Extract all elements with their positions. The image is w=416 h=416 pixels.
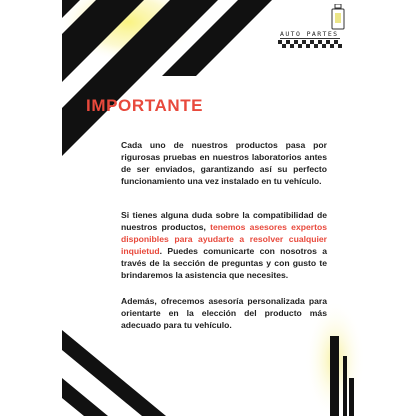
paragraph-testing: Cada uno de nuestros productos pasa por rigurosas pruebas en nuestros laboratorios antes de ser enviados, garantizando así su perfecto funcionamiento una vez instalado en tu vehículo. — [121, 140, 327, 186]
brand-logo — [278, 4, 350, 44]
bar-bottom-right-3 — [349, 378, 354, 416]
stripe-bottom-1 — [62, 378, 108, 416]
bar-bottom-right-1 — [330, 336, 339, 416]
bottle-icon — [330, 4, 346, 30]
paragraph-compatibility-part-2: . Puedes comunicarte con nosotros a través de la sección de preguntas y con gusto te brindaremos la asistencia que necesites. — [121, 246, 327, 280]
paragraph-compatibility-highlight: tenemos asesores expertos disponibles para ayudarte a resolver cualquier inquietud — [121, 222, 327, 256]
bar-bottom-right-2 — [343, 356, 347, 416]
document-title: IMPORTANTE — [86, 96, 204, 115]
brand-logo-text: AUTO PARTES — [280, 30, 339, 38]
paragraph-compatibility — [121, 209, 327, 281]
paragraph-compatibility-part-1: Si tienes alguna duda sobre la compatibilidad de nuestros productos, — [121, 210, 327, 232]
paragraph-advice: Además, ofrecemos asesoría personalizada para orientarte en la elección del producto más adecuado para tu vehículo. — [121, 296, 327, 330]
checkered-flag-icon — [278, 40, 344, 48]
brand-logo-underline — [280, 38, 340, 39]
